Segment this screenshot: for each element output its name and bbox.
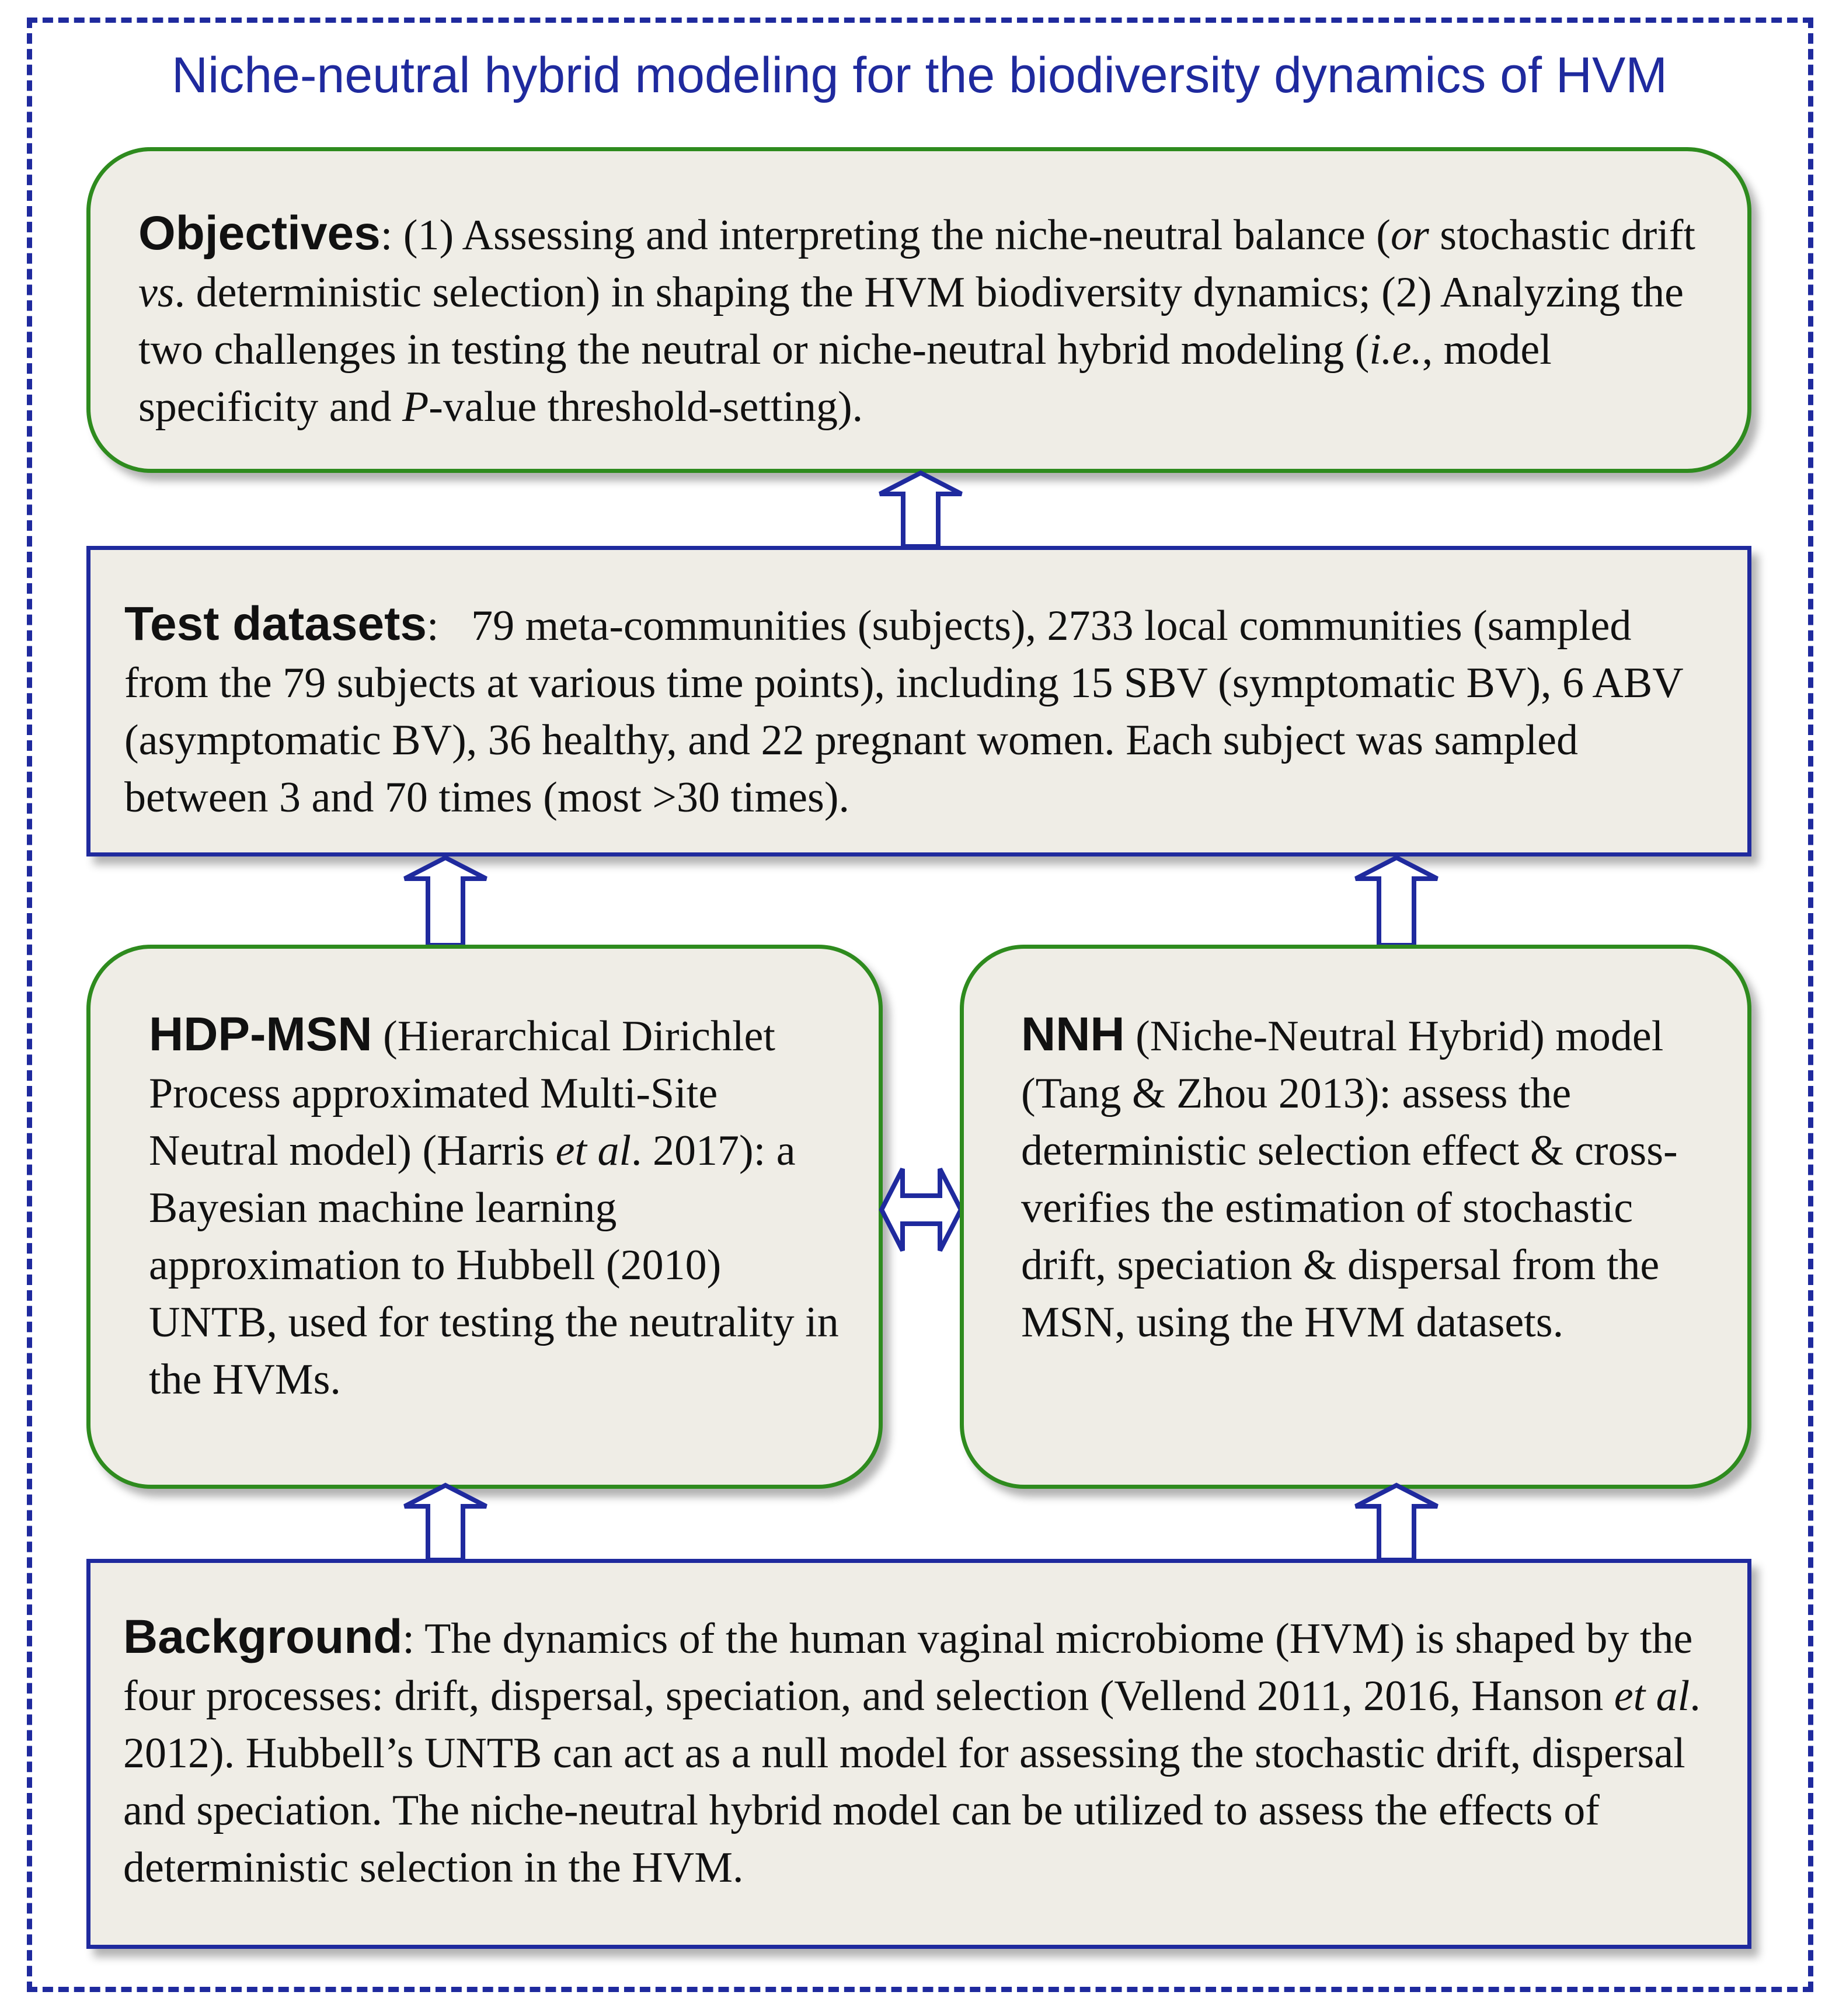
double-arrow-icon xyxy=(882,1169,961,1251)
nnh-heading: NNH xyxy=(1021,1008,1125,1061)
background-text-italic: et al xyxy=(1614,1672,1690,1720)
background-text xyxy=(90,1563,1747,1896)
background-box xyxy=(86,1559,1751,1949)
hdp-msn-text-part: (Hierarchical Dirichlet Process approximated Multi-Site Neutral model) (Harris xyxy=(149,1012,775,1175)
objectives-text-part: : (1) Assessing and interpreting the niche-neutral balance ( xyxy=(380,211,1391,259)
background-text-part: : The dynamics of the human vaginal microbiome (HVM) is shaped by the four processes: drift, dispersal, speciation, and selection (Vellend 2011, 2016, Hanson xyxy=(123,1615,1693,1720)
nnh-body: (Niche-Neutral Hybrid) model (Tang & Zhou 2013): assess the deterministic selection effect & cross-verifies the estimation of stochastic drift, speciation & dispersal from the MSN, using the HVM datasets. xyxy=(1021,1012,1678,1346)
objectives-text-part: -value threshold-setting). xyxy=(429,383,863,431)
hdp-msn-text-italic: et al xyxy=(555,1127,632,1175)
arrow-up-icon xyxy=(405,858,486,945)
arrow-background-to-nnh xyxy=(1350,1483,1443,1562)
hdp-msn-box xyxy=(86,945,883,1489)
objectives-text-part: . deterministic selection) in shaping the HVM biodiversity dynamics; (2) Analyzing the two challenges in testing the neutral or niche-neutral hybrid modeling ( xyxy=(138,269,1684,374)
objectives-text-italic: i.e. xyxy=(1369,326,1422,374)
test-datasets-separator: : xyxy=(427,602,439,650)
arrow-up-icon xyxy=(1356,1485,1437,1560)
objectives-heading: Objectives xyxy=(138,207,381,260)
background-heading: Background xyxy=(123,1610,403,1663)
arrow-up-icon xyxy=(1356,858,1437,945)
objectives-text-part: , model specificity and xyxy=(138,326,1552,431)
test-datasets-box xyxy=(86,546,1751,856)
objectives-text-part: stochastic drift xyxy=(1429,211,1695,259)
arrow-up-icon xyxy=(405,1485,486,1560)
hdp-msn-text-part: . 2017): a Bayesian machine learning approximation to Hubbell (2010) UNTB, used for testing the neutrality in the HVMs. xyxy=(149,1127,839,1404)
arrow-hdp-to-datasets xyxy=(399,855,492,948)
arrow-datasets-to-objectives xyxy=(874,471,967,549)
objectives-text-italic: P xyxy=(402,383,429,431)
test-datasets-body: 79 meta-communities (subjects), 2733 local communities (sampled from the 79 subjects at various time points), including 15 SBV (symptomatic BV), 6 ABV (asymptomatic BV), 36 healthy, and 22 pregnant women. Each subject was sampled between 3 and 70 times (most >30 times). xyxy=(124,602,1683,821)
objectives-text xyxy=(90,151,1747,436)
objectives-box xyxy=(86,147,1751,473)
double-arrow-hdp-nnh xyxy=(878,1163,964,1256)
test-datasets-heading: Test datasets xyxy=(124,597,427,650)
test-datasets-text xyxy=(90,550,1747,826)
diagram-title: Niche-neutral hybrid modeling for the biodiversity dynamics of HVM xyxy=(172,47,1667,103)
arrow-background-to-hdp xyxy=(399,1483,492,1562)
background-text-part: . 2012). Hubbell’s UNTB can act as a null model for assessing the stochastic drift, dispersal and speciation. The niche-neutral hybrid model can be utilized to assess the effects of deterministic selection in the HVM. xyxy=(123,1672,1701,1892)
hdp-msn-heading: HDP-MSN xyxy=(149,1008,372,1061)
objectives-text-italic: or xyxy=(1390,211,1429,259)
nnh-text xyxy=(964,949,1747,1351)
nnh-box xyxy=(960,945,1751,1489)
arrow-up-icon xyxy=(880,473,962,546)
hdp-msn-text xyxy=(90,949,879,1408)
objectives-text-italic: vs xyxy=(138,269,175,316)
arrow-nnh-to-datasets xyxy=(1350,855,1443,948)
